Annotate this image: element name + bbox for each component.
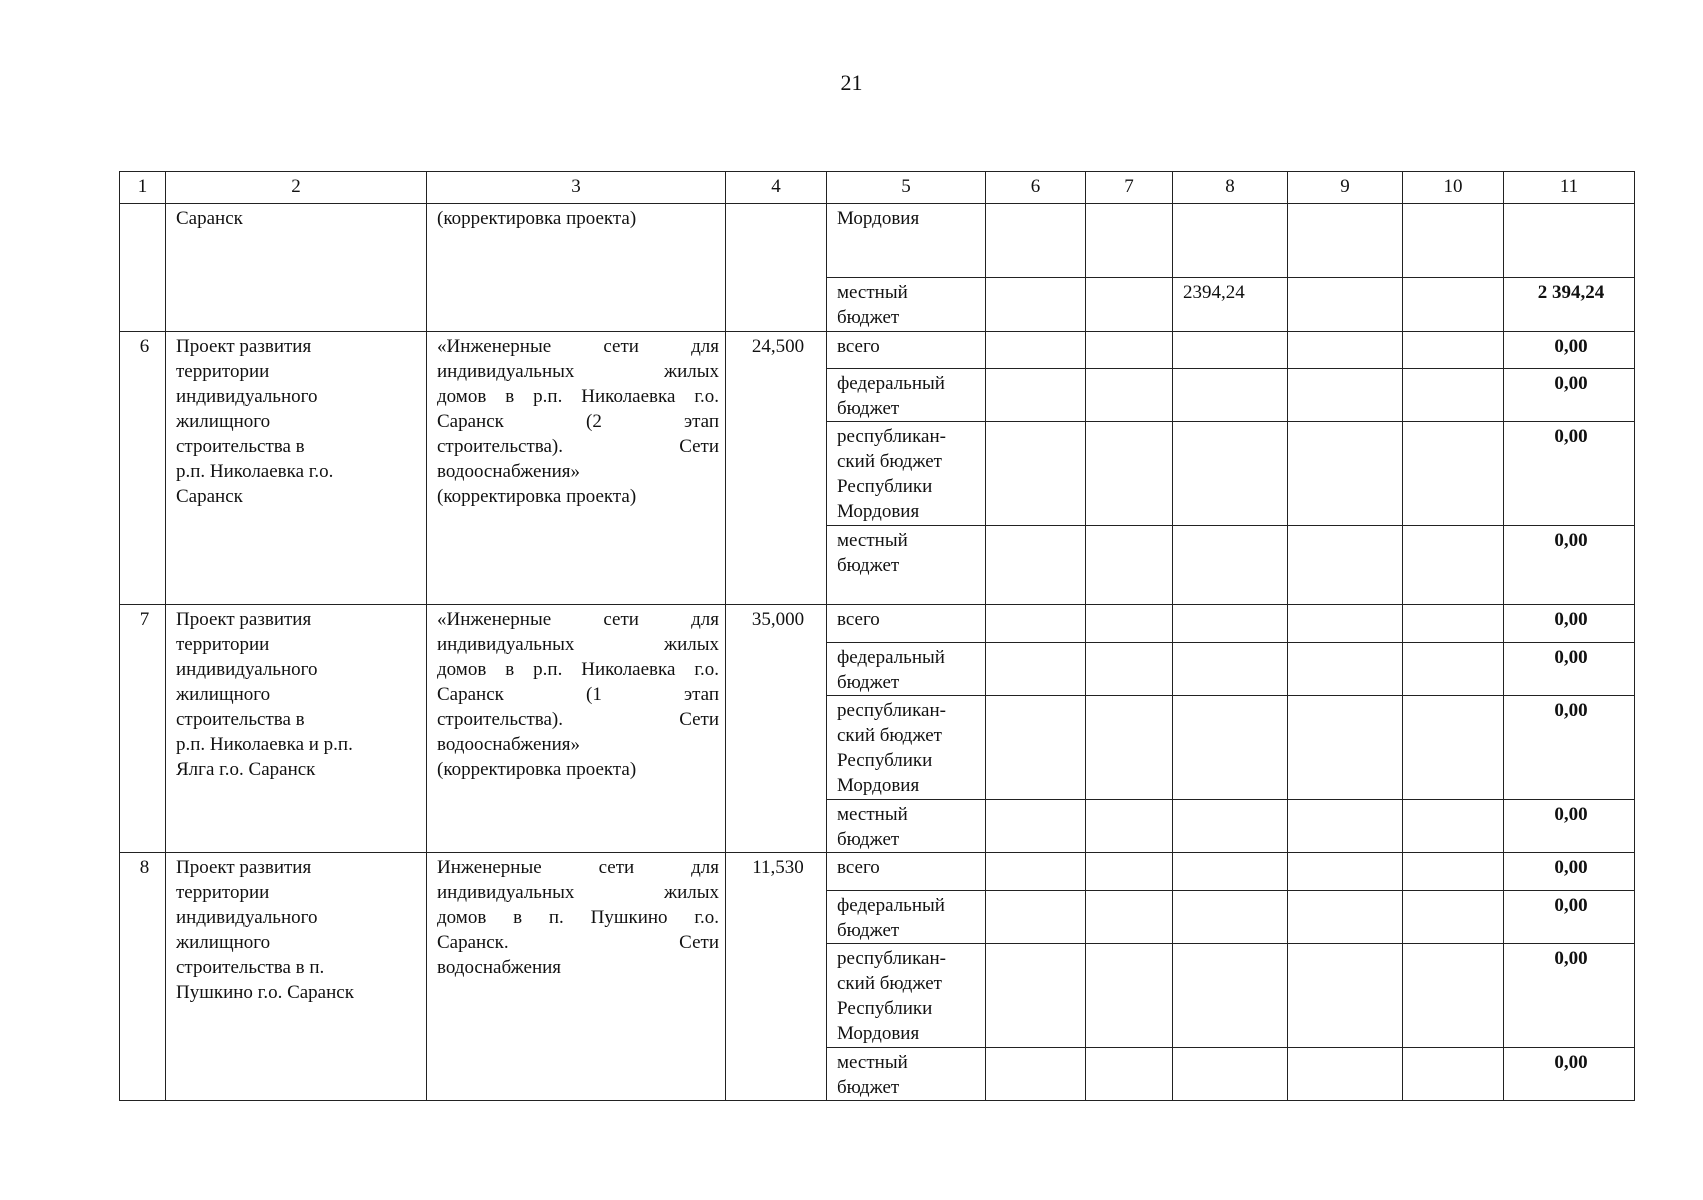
row-number-cell: [120, 204, 166, 332]
empty-cell: [986, 526, 1086, 605]
total-cell: 0,00: [1504, 853, 1635, 891]
text-line: (корректировка проекта): [437, 759, 637, 780]
empty-cell: [1086, 278, 1173, 332]
empty-cell: [1086, 944, 1173, 1048]
funding-source-cell: [827, 696, 986, 800]
empty-cell: [1173, 853, 1288, 891]
empty-cell: [986, 204, 1086, 278]
text-line: ский бюджет: [837, 725, 942, 746]
empty-cell: [1086, 891, 1173, 944]
total-cell: 0,00: [1504, 332, 1635, 369]
empty-cell: [986, 696, 1086, 800]
total-cell: 0,00: [1504, 526, 1635, 605]
total-cell: 0,00: [1504, 696, 1635, 800]
funding-source-cell: [827, 1048, 986, 1101]
empty-cell: [1403, 696, 1504, 800]
empty-cell: [1288, 369, 1403, 422]
empty-cell: [1288, 643, 1403, 696]
text-line: республикан-: [837, 948, 946, 969]
text-line: «Инженерные сети для: [437, 336, 719, 357]
capacity-cell: 24,500: [726, 332, 827, 605]
object-name-cell: [427, 853, 726, 1101]
funding-source-cell: всего: [827, 605, 986, 643]
empty-cell: [986, 422, 1086, 526]
text-line: строительства в п.: [176, 957, 325, 978]
empty-cell: [1288, 696, 1403, 800]
text-line: жилищного: [176, 684, 271, 705]
empty-cell: [1403, 891, 1504, 944]
empty-cell: [1086, 526, 1173, 605]
header-cell: 3: [427, 172, 726, 204]
header-cell: 1: [120, 172, 166, 204]
empty-cell: [1403, 853, 1504, 891]
funding-source-cell: [827, 278, 986, 332]
text-line: бюджет: [837, 920, 900, 941]
header-cell: 9: [1288, 172, 1403, 204]
empty-cell: [1173, 944, 1288, 1048]
text-line: федеральный: [837, 895, 945, 916]
empty-cell: [1173, 696, 1288, 800]
funding-source-cell: [827, 643, 986, 696]
total-cell: 0,00: [1504, 369, 1635, 422]
header-cell: 10: [1403, 172, 1504, 204]
text-line: бюджет: [837, 1077, 900, 1098]
table-row: [120, 332, 1635, 369]
text-line: строительства). Сети: [437, 709, 719, 730]
empty-cell: [1086, 422, 1173, 526]
empty-cell: [1173, 204, 1288, 278]
empty-cell: [1288, 944, 1403, 1048]
empty-cell: [1288, 800, 1403, 853]
empty-cell: [1173, 643, 1288, 696]
text-line: местный: [837, 804, 908, 825]
text-line: жилищного: [176, 932, 271, 953]
funding-source-cell: всего: [827, 853, 986, 891]
empty-cell: [986, 332, 1086, 369]
text-line: Инженерные сети для: [437, 857, 719, 878]
empty-cell: [1086, 204, 1173, 278]
text-line: Мордовия: [837, 1023, 920, 1044]
empty-cell: [986, 605, 1086, 643]
project-name-cell: [166, 853, 427, 1101]
empty-cell: [1403, 204, 1504, 278]
empty-cell: [1086, 1048, 1173, 1101]
header-row: [120, 172, 1635, 204]
text-line: республикан-: [837, 700, 946, 721]
text-line: территории: [176, 882, 270, 903]
empty-cell: [1288, 278, 1403, 332]
header-cell: 8: [1173, 172, 1288, 204]
header-cell: 2: [166, 172, 427, 204]
text-line: домов в р.п. Николаевка г.о.: [437, 659, 719, 680]
empty-cell: [1403, 605, 1504, 643]
empty-cell: [1086, 696, 1173, 800]
text-line: Пушкино г.о. Саранск: [176, 982, 354, 1003]
empty-cell: [1086, 853, 1173, 891]
project-name-cell: [166, 605, 427, 853]
empty-cell: [986, 891, 1086, 944]
funding-source-cell: [827, 369, 986, 422]
total-cell: 0,00: [1504, 891, 1635, 944]
project-name-cell: [166, 332, 427, 605]
empty-cell: [1403, 332, 1504, 369]
header-cell: 6: [986, 172, 1086, 204]
empty-cell: [1288, 1048, 1403, 1101]
empty-cell: [1288, 332, 1403, 369]
text-line: Проект развития: [176, 857, 312, 878]
empty-cell: [986, 800, 1086, 853]
text-line: федеральный: [837, 373, 945, 394]
text-line: Проект развития: [176, 336, 312, 357]
text-line: (корректировка проекта): [437, 486, 637, 507]
text-line: водооснабжения»: [437, 461, 581, 482]
empty-cell: [1403, 278, 1504, 332]
empty-cell: [1173, 332, 1288, 369]
text-line: Проект развития: [176, 609, 312, 630]
text-line: водооснабжения»: [437, 734, 581, 755]
page-number: 21: [840, 70, 863, 95]
empty-cell: [1086, 369, 1173, 422]
total-cell: 0,00: [1504, 944, 1635, 1048]
funding-source-cell: всего: [827, 332, 986, 369]
empty-cell: [1288, 891, 1403, 944]
text-line: местный: [837, 282, 908, 303]
text-line: федеральный: [837, 647, 945, 668]
empty-cell: [1403, 422, 1504, 526]
empty-cell: [986, 853, 1086, 891]
empty-cell: [1288, 204, 1403, 278]
text-line: «Инженерные сети для: [437, 609, 719, 630]
text-line: Саранск. Сети: [437, 932, 719, 953]
total-cell: 0,00: [1504, 800, 1635, 853]
text-line: Саранск (1 этап: [437, 684, 719, 705]
empty-cell: [1173, 1048, 1288, 1101]
object-name-cell: [427, 332, 726, 605]
table-row: [120, 853, 1635, 891]
empty-cell: [1173, 891, 1288, 944]
empty-cell: [986, 278, 1086, 332]
text-line: Республики: [837, 998, 933, 1019]
text-line: строительства в: [176, 709, 305, 730]
row-number-cell: 7: [120, 605, 166, 853]
text-line: республикан-: [837, 426, 946, 447]
text-line: местный: [837, 530, 908, 551]
empty-cell: [1288, 605, 1403, 643]
empty-cell: [1403, 944, 1504, 1048]
header-cell: 5: [827, 172, 986, 204]
total-cell: 0,00: [1504, 605, 1635, 643]
funding-source-cell: Мордовия: [827, 204, 986, 278]
object-name-cell: [427, 605, 726, 853]
text-line: Саранск (2 этап: [437, 411, 719, 432]
text-line: индивидуальных жилых: [437, 361, 719, 382]
empty-cell: [1403, 643, 1504, 696]
funding-source-cell: [827, 891, 986, 944]
text-line: бюджет: [837, 672, 900, 693]
text-line: бюджет: [837, 829, 900, 850]
total-cell: 2 394,24: [1504, 278, 1635, 332]
empty-cell: [1173, 369, 1288, 422]
capacity-cell: [726, 204, 827, 332]
text-line: строительства в: [176, 436, 305, 457]
text-line: строительства). Сети: [437, 436, 719, 457]
total-cell: 0,00: [1504, 1048, 1635, 1101]
text-line: индивидуальных жилых: [437, 882, 719, 903]
row-number-cell: 6: [120, 332, 166, 605]
text-line: водоснабжения: [437, 957, 562, 978]
total-cell: 0,00: [1504, 422, 1635, 526]
text-line: домов в п. Пушкино г.о.: [437, 907, 719, 928]
empty-cell: [1173, 422, 1288, 526]
empty-cell: [1403, 369, 1504, 422]
row-number-cell: 8: [120, 853, 166, 1101]
empty-cell: [1086, 332, 1173, 369]
empty-cell: [1173, 605, 1288, 643]
project-name-cell: Саранск: [166, 204, 427, 332]
text-line: ский бюджет: [837, 451, 942, 472]
text-line: р.п. Николаевка и р.п.: [176, 734, 353, 755]
text-line: жилищного: [176, 411, 271, 432]
empty-cell: [1086, 800, 1173, 853]
empty-cell: [986, 643, 1086, 696]
text-line: Республики: [837, 476, 933, 497]
empty-cell: [986, 944, 1086, 1048]
text-line: территории: [176, 634, 270, 655]
text-line: местный: [837, 1052, 908, 1073]
capacity-cell: 35,000: [726, 605, 827, 853]
text-line: р.п. Николаевка г.о.: [176, 461, 334, 482]
funding-source-cell: [827, 800, 986, 853]
empty-cell: [1086, 643, 1173, 696]
table-row: [120, 605, 1635, 643]
total-cell: 0,00: [1504, 643, 1635, 696]
text-line: Республики: [837, 750, 933, 771]
continuation-row: [120, 204, 1635, 278]
empty-cell: [1173, 526, 1288, 605]
local-budget-col8: 2394,24: [1173, 278, 1288, 332]
header-cell: 7: [1086, 172, 1173, 204]
text-line: бюджет: [837, 307, 900, 328]
header-cell: 11: [1504, 172, 1635, 204]
empty-cell: [1086, 605, 1173, 643]
text-line: ский бюджет: [837, 973, 942, 994]
header-cell: 4: [726, 172, 827, 204]
text-line: индивидуального: [176, 659, 318, 680]
budget-table: [119, 171, 1635, 1101]
funding-source-cell: [827, 422, 986, 526]
empty-cell: [1288, 422, 1403, 526]
text-line: бюджет: [837, 555, 900, 576]
text-line: территории: [176, 361, 270, 382]
funding-source-cell: [827, 944, 986, 1048]
empty-cell: [1403, 526, 1504, 605]
empty-cell: [1403, 1048, 1504, 1101]
text-line: Мордовия: [837, 775, 920, 796]
text-line: индивидуальных жилых: [437, 634, 719, 655]
text-line: Ялга г.о. Саранск: [176, 759, 316, 780]
empty-cell: [986, 1048, 1086, 1101]
empty-cell: [986, 369, 1086, 422]
empty-cell: [1288, 853, 1403, 891]
empty-cell: [1504, 204, 1635, 278]
text-line: Саранск: [176, 486, 243, 507]
empty-cell: [1173, 800, 1288, 853]
text-line: бюджет: [837, 398, 900, 419]
text-line: индивидуального: [176, 907, 318, 928]
text-line: Мордовия: [837, 501, 920, 522]
text-line: домов в р.п. Николаевка г.о.: [437, 386, 719, 407]
text-line: индивидуального: [176, 386, 318, 407]
object-name-cell: (корректировка проекта): [427, 204, 726, 332]
empty-cell: [1288, 526, 1403, 605]
capacity-cell: 11,530: [726, 853, 827, 1101]
empty-cell: [1403, 800, 1504, 853]
funding-source-cell: [827, 526, 986, 605]
